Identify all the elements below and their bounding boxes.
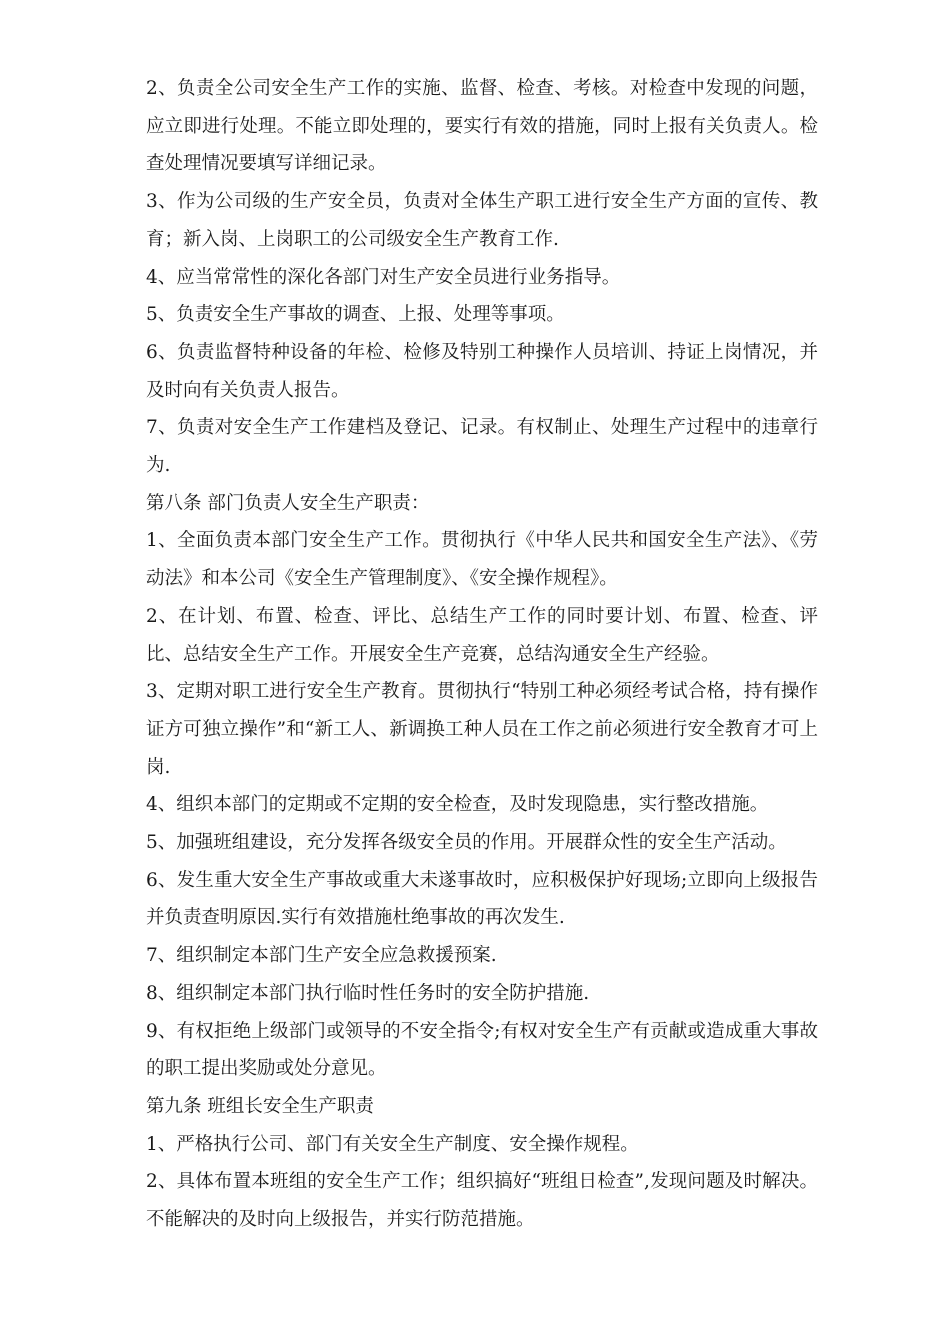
article-9-item-2: 2、具体布置本班组的安全生产工作；组织搞好“班组日检查”,发现问题及时解决。不能解决的及时向上级报告，并实行防范措施。: [146, 1171, 818, 1231]
article-8-item-1: 1、全面负责本部门安全生产工作。贯彻执行《中华人民共和国安全生产法》、《劳动法》和本公司《安全生产管理制度》、《安全操作规程》。: [146, 530, 818, 590]
clause-item-7: 7、负责对安全生产工作建档及登记、记录。有权制止、处理生产过程中的违章行为.: [146, 417, 818, 477]
article-9-heading: 第九条 班组长安全生产职责: [146, 1095, 374, 1117]
article-8-item-8: 8、组织制定本部门执行临时性任务时的安全防护措施.: [146, 982, 590, 1004]
article-8-item-9: 9、有权拒绝上级部门或领导的不安全指令;有权对安全生产有贡献或造成重大事故的职工提出奖励或处分意见。: [146, 1020, 818, 1080]
article-8-item-4: 4、组织本部门的定期或不定期的安全检查，及时发现隐患，实行整改措施。: [146, 794, 769, 816]
clause-item-2: 2、负责全公司安全生产工作的实施、监督、检查、考核。对检查中发现的问题，应立即进行处理。不能立即处理的，要实行有效的措施，同时上报有关负责人。检查处理情况要填写详细记录。: [146, 78, 818, 175]
clause-item-4: 4、应当常常性的深化各部门对生产安全员进行业务指导。: [146, 266, 621, 288]
article-8-heading: 第八条 部门负责人安全生产职责：: [146, 492, 430, 514]
clause-item-3: 3、作为公司级的生产安全员，负责对全体生产职工进行安全生产方面的宣传、教育；新入岗、上岗职工的公司级安全生产教育工作.: [146, 191, 818, 250]
document-body: [146, 70, 818, 1239]
clause-item-5: 5、负责安全生产事故的调查、上报、处理等事项。: [146, 304, 565, 326]
article-8-item-7: 7、组织制定本部门生产安全应急救援预案.: [146, 945, 497, 967]
article-9-item-1: 1、严格执行公司、部门有关安全生产制度、安全操作规程。: [146, 1133, 639, 1155]
article-8-item-5: 5、加强班组建设，充分发挥各级安全员的作用。开展群众性的安全生产活动。: [146, 832, 787, 854]
article-8-item-3: 3、定期对职工进行安全生产教育。贯彻执行“特别工种必须经考试合格，持有操作证方可独立操作”和“新工人、新调换工种人员在工作之前必须进行安全教育才可上岗.: [146, 681, 818, 778]
clause-item-6: 6、负责监督特种设备的年检、检修及特别工种操作人员培训、持证上岗情况，并及时向有关负责人报告。: [146, 341, 818, 401]
article-8-item-6: 6、发生重大安全生产事故或重大未遂事故时，应积极保护好现场;立即向上级报告并负责查明原因.实行有效措施杜绝事故的再次发生.: [146, 869, 818, 929]
article-8-item-2: 2、在计划、布置、检查、评比、总结生产工作的同时要计划、布置、检查、评比、总结安全生产工作。开展安全生产竞赛，总结沟通安全生产经验。: [146, 605, 818, 665]
